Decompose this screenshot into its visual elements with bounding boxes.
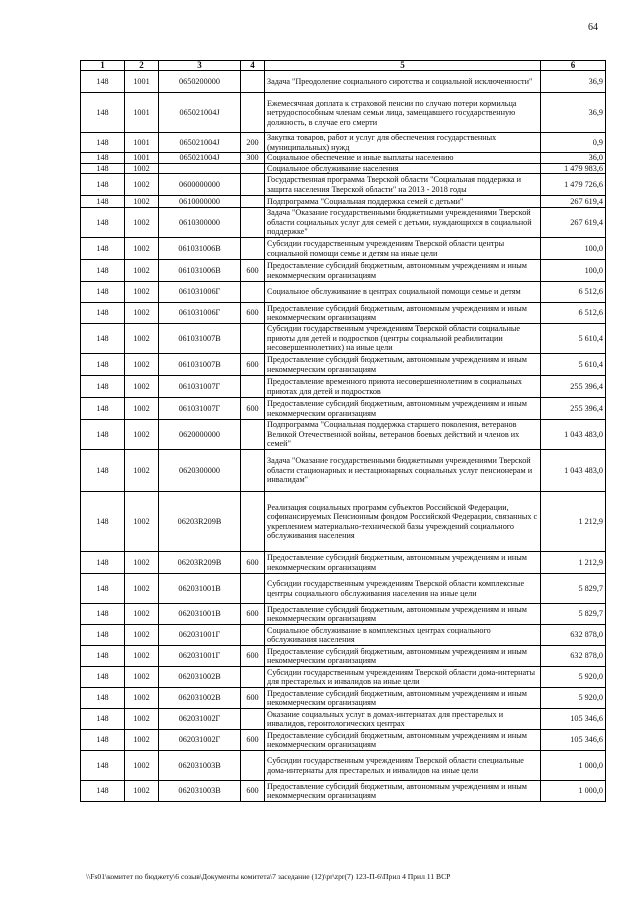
table-row bbox=[81, 709, 606, 730]
cell-amount: 255 396,4 bbox=[541, 376, 606, 398]
cell-target-article: 061031007В bbox=[159, 354, 241, 376]
cell-expense-type bbox=[241, 163, 265, 173]
cell-amount: 1 479 726,6 bbox=[541, 174, 606, 196]
cell-section: 1001 bbox=[125, 133, 159, 153]
cell-target-article: 0620000000 bbox=[159, 420, 241, 450]
cell-section: 1002 bbox=[125, 420, 159, 450]
cell-target-article: 061031006В bbox=[159, 238, 241, 260]
cell-description: Социальное обслуживание в комплексных центрах социального обслуживания населения bbox=[265, 625, 541, 646]
cell-target-article: 065021004J bbox=[159, 93, 241, 133]
cell-ministry: 148 bbox=[81, 450, 125, 492]
cell-target-article: 062031001Г bbox=[159, 646, 241, 667]
cell-target-article: 062031002В bbox=[159, 667, 241, 688]
cell-section: 1002 bbox=[125, 196, 159, 208]
cell-amount: 5 920,0 bbox=[541, 688, 606, 709]
cell-expense-type bbox=[241, 324, 265, 354]
cell-description: Задача "Оказание государственными бюджетными учреждениями Тверской области социальных услуг для семей с детьми, нуждающихся в социальной поддержке" bbox=[265, 208, 541, 238]
cell-ministry: 148 bbox=[81, 667, 125, 688]
cell-section: 1002 bbox=[125, 730, 159, 751]
header-col-2: 2 bbox=[125, 61, 159, 71]
table-row bbox=[81, 196, 606, 208]
cell-amount: 105 346,6 bbox=[541, 730, 606, 751]
cell-expense-type: 600 bbox=[241, 646, 265, 667]
cell-section: 1002 bbox=[125, 667, 159, 688]
cell-section: 1002 bbox=[125, 604, 159, 625]
table-row bbox=[81, 354, 606, 376]
cell-ministry: 148 bbox=[81, 625, 125, 646]
cell-amount: 5 610,4 bbox=[541, 324, 606, 354]
cell-amount: 1 479 983,6 bbox=[541, 163, 606, 173]
cell-description: Предоставление субсидий бюджетным, автономным учреждениям и иным некоммерческим организациям bbox=[265, 260, 541, 282]
cell-target-article: 062031001В bbox=[159, 604, 241, 625]
cell-description: Предоставление субсидий бюджетным, автономным учреждениям и иным некоммерческим организациям bbox=[265, 303, 541, 324]
cell-ministry: 148 bbox=[81, 71, 125, 93]
cell-expense-type: 600 bbox=[241, 552, 265, 574]
cell-section: 1002 bbox=[125, 260, 159, 282]
table-row bbox=[81, 604, 606, 625]
cell-ministry: 148 bbox=[81, 376, 125, 398]
cell-amount: 105 346,6 bbox=[541, 709, 606, 730]
cell-description: Предоставление субсидий бюджетным, автономным учреждениям и иным некоммерческим организациям bbox=[265, 688, 541, 709]
cell-target-article bbox=[159, 163, 241, 173]
cell-amount: 36,9 bbox=[541, 71, 606, 93]
cell-amount: 0,9 bbox=[541, 133, 606, 153]
cell-description: Предоставление субсидий бюджетным, автономным учреждениям и иным некоммерческим организациям bbox=[265, 604, 541, 625]
cell-expense-type bbox=[241, 625, 265, 646]
cell-description: Предоставление субсидий бюджетным, автономным учреждениям и иным некоммерческим организациям bbox=[265, 646, 541, 667]
table-row bbox=[81, 260, 606, 282]
table-row bbox=[81, 667, 606, 688]
cell-section: 1002 bbox=[125, 646, 159, 667]
cell-ministry: 148 bbox=[81, 93, 125, 133]
cell-description: Субсидии государственным учреждениям Тверской области центры социальной помощи семье и детям на иные цели bbox=[265, 238, 541, 260]
table-row bbox=[81, 552, 606, 574]
cell-description: Подпрограмма "Социальная поддержка семей с детьми" bbox=[265, 196, 541, 208]
table-row bbox=[81, 688, 606, 709]
cell-target-article: 062031002Г bbox=[159, 709, 241, 730]
cell-amount: 632 878,0 bbox=[541, 625, 606, 646]
cell-amount: 5 829,7 bbox=[541, 604, 606, 625]
cell-section: 1002 bbox=[125, 492, 159, 552]
table-row bbox=[81, 492, 606, 552]
cell-section: 1001 bbox=[125, 153, 159, 163]
cell-description: Государственная программа Тверской области "Социальная поддержка и защита населения Тверской области" на 2013 - 2018 годы bbox=[265, 174, 541, 196]
cell-expense-type: 600 bbox=[241, 354, 265, 376]
cell-description: Социальное обслуживание в центрах социальной помощи семье и детям bbox=[265, 282, 541, 303]
cell-ministry: 148 bbox=[81, 324, 125, 354]
cell-section: 1002 bbox=[125, 163, 159, 173]
cell-ministry: 148 bbox=[81, 260, 125, 282]
table-row bbox=[81, 238, 606, 260]
table-row bbox=[81, 153, 606, 163]
header-col-3: 3 bbox=[159, 61, 241, 71]
cell-target-article: 061031006Г bbox=[159, 282, 241, 303]
cell-description: Предоставление субсидий бюджетным, автономным учреждениям и иным некоммерческим организациям bbox=[265, 398, 541, 420]
cell-amount: 255 396,4 bbox=[541, 398, 606, 420]
cell-description: Оказание социальных услуг в домах-интернатах для престарелых и инвалидов, геронтологических центрах bbox=[265, 709, 541, 730]
cell-amount: 5 829,7 bbox=[541, 574, 606, 604]
table-row bbox=[81, 730, 606, 751]
cell-amount: 1 043 483,0 bbox=[541, 450, 606, 492]
cell-target-article: 061031007В bbox=[159, 324, 241, 354]
table-row bbox=[81, 208, 606, 238]
cell-section: 1001 bbox=[125, 93, 159, 133]
table-row bbox=[81, 646, 606, 667]
cell-amount: 1 212,9 bbox=[541, 492, 606, 552]
cell-amount: 6 512,6 bbox=[541, 303, 606, 324]
cell-description: Задача "Преодоление социального сиротства и социальной исключенности" bbox=[265, 71, 541, 93]
cell-description: Субсидии государственным учреждениям Тверской области социальные приюты для детей и подростков (центры социальной реабилитации несовершеннолетних) на иные цели bbox=[265, 324, 541, 354]
cell-target-article: 0650200000 bbox=[159, 71, 241, 93]
table-row bbox=[81, 174, 606, 196]
cell-description: Закупка товаров, работ и услуг для обеспечения государственных (муниципальных) нужд bbox=[265, 133, 541, 153]
cell-ministry: 148 bbox=[81, 398, 125, 420]
cell-expense-type bbox=[241, 667, 265, 688]
table-row bbox=[81, 376, 606, 398]
cell-section: 1002 bbox=[125, 303, 159, 324]
cell-description: Предоставление субсидий бюджетным, автономным учреждениям и иным некоммерческим организациям bbox=[265, 354, 541, 376]
cell-expense-type bbox=[241, 376, 265, 398]
table-row bbox=[81, 625, 606, 646]
cell-description: Реализация социальных программ субъектов Российской Федерации, софинансируемых Пенсионным фондом Российской Федерации, связанных с укреплением материально-технической базы учреждений социального обслуживания населения bbox=[265, 492, 541, 552]
budget-table bbox=[80, 60, 606, 802]
table-row bbox=[81, 133, 606, 153]
cell-expense-type bbox=[241, 196, 265, 208]
cell-section: 1002 bbox=[125, 552, 159, 574]
cell-target-article: 061031007Г bbox=[159, 376, 241, 398]
cell-expense-type bbox=[241, 238, 265, 260]
cell-amount: 5 610,4 bbox=[541, 354, 606, 376]
table-row bbox=[81, 282, 606, 303]
cell-target-article: 062031001Г bbox=[159, 625, 241, 646]
cell-target-article: 061031006Г bbox=[159, 303, 241, 324]
cell-ministry: 148 bbox=[81, 604, 125, 625]
cell-target-article: 062031002Г bbox=[159, 730, 241, 751]
cell-ministry: 148 bbox=[81, 196, 125, 208]
cell-expense-type bbox=[241, 574, 265, 604]
cell-amount: 100,0 bbox=[541, 260, 606, 282]
cell-section: 1002 bbox=[125, 398, 159, 420]
cell-expense-type bbox=[241, 492, 265, 552]
cell-ministry: 148 bbox=[81, 282, 125, 303]
cell-section: 1002 bbox=[125, 238, 159, 260]
page-number: 64 bbox=[588, 22, 598, 33]
table-row bbox=[81, 420, 606, 450]
cell-expense-type bbox=[241, 709, 265, 730]
cell-ministry: 148 bbox=[81, 174, 125, 196]
cell-target-article: 061031007Г bbox=[159, 398, 241, 420]
cell-amount: 100,0 bbox=[541, 238, 606, 260]
cell-target-article: 062031003В bbox=[159, 751, 241, 781]
cell-section: 1002 bbox=[125, 324, 159, 354]
cell-description: Субсидии государственным учреждениям Тверской области дома-интернаты для престарелых и инвалидов на иные цели bbox=[265, 667, 541, 688]
cell-target-article: 0600000000 bbox=[159, 174, 241, 196]
cell-target-article: 06203R209В bbox=[159, 492, 241, 552]
cell-section: 1002 bbox=[125, 376, 159, 398]
cell-target-article: 06203R209В bbox=[159, 552, 241, 574]
cell-section: 1002 bbox=[125, 174, 159, 196]
cell-ministry: 148 bbox=[81, 646, 125, 667]
table-row bbox=[81, 93, 606, 133]
cell-description: Ежемесячная доплата к страховой пенсии по случаю потери кормильца нетрудоспособным членам семьи лица, замещавшего государственную должность, в случае его смерти bbox=[265, 93, 541, 133]
cell-description: Подпрограмма "Социальная поддержка старшего поколения, ветеранов Великой Отечественной войны, ветеранов боевых действий и членов их семей" bbox=[265, 420, 541, 450]
cell-ministry: 148 bbox=[81, 208, 125, 238]
cell-target-article: 0610300000 bbox=[159, 208, 241, 238]
cell-section: 1002 bbox=[125, 208, 159, 238]
table-row bbox=[81, 303, 606, 324]
cell-amount: 1 000,0 bbox=[541, 781, 606, 802]
table-header-row bbox=[81, 61, 606, 71]
cell-target-article: 062031003В bbox=[159, 781, 241, 802]
cell-target-article: 062031002В bbox=[159, 688, 241, 709]
cell-expense-type bbox=[241, 751, 265, 781]
cell-description: Субсидии государственным учреждениям Тверской области комплексные центры социального обслуживания населения на иные цели bbox=[265, 574, 541, 604]
cell-expense-type: 600 bbox=[241, 260, 265, 282]
table-row bbox=[81, 398, 606, 420]
cell-ministry: 148 bbox=[81, 133, 125, 153]
table-row bbox=[81, 163, 606, 173]
cell-amount: 36,9 bbox=[541, 93, 606, 133]
table-row bbox=[81, 781, 606, 802]
cell-amount: 1 212,9 bbox=[541, 552, 606, 574]
table-row bbox=[81, 324, 606, 354]
cell-target-article: 0610000000 bbox=[159, 196, 241, 208]
header-col-1: 1 bbox=[81, 61, 125, 71]
cell-description: Социальное обеспечение и иные выплаты населению bbox=[265, 153, 541, 163]
cell-section: 1002 bbox=[125, 574, 159, 604]
cell-expense-type bbox=[241, 420, 265, 450]
cell-section: 1002 bbox=[125, 282, 159, 303]
cell-target-article: 062031001В bbox=[159, 574, 241, 604]
cell-amount: 6 512,6 bbox=[541, 282, 606, 303]
cell-amount: 36,0 bbox=[541, 153, 606, 163]
cell-section: 1002 bbox=[125, 625, 159, 646]
cell-section: 1002 bbox=[125, 688, 159, 709]
cell-section: 1002 bbox=[125, 781, 159, 802]
cell-expense-type bbox=[241, 450, 265, 492]
cell-ministry: 148 bbox=[81, 552, 125, 574]
cell-description: Предоставление субсидий бюджетным, автономным учреждениям и иным некоммерческим организациям bbox=[265, 730, 541, 751]
cell-ministry: 148 bbox=[81, 354, 125, 376]
cell-description: Субсидии государственным учреждениям Тверской области специальные дома-интернаты для престарелых и инвалидов на иные цели bbox=[265, 751, 541, 781]
cell-expense-type bbox=[241, 208, 265, 238]
cell-ministry: 148 bbox=[81, 688, 125, 709]
header-col-4: 4 bbox=[241, 61, 265, 71]
cell-target-article: 065021004J bbox=[159, 133, 241, 153]
cell-expense-type bbox=[241, 93, 265, 133]
cell-ministry: 148 bbox=[81, 153, 125, 163]
cell-description: Предоставление временного приюта несовершеннолетним в социальных приютах для детей и подростков bbox=[265, 376, 541, 398]
cell-ministry: 148 bbox=[81, 574, 125, 604]
cell-amount: 267 619,4 bbox=[541, 196, 606, 208]
table-row bbox=[81, 751, 606, 781]
cell-amount: 632 878,0 bbox=[541, 646, 606, 667]
cell-expense-type: 600 bbox=[241, 398, 265, 420]
table-row bbox=[81, 574, 606, 604]
header-col-6: 6 bbox=[541, 61, 606, 71]
cell-amount: 1 000,0 bbox=[541, 751, 606, 781]
cell-section: 1002 bbox=[125, 354, 159, 376]
cell-amount: 1 043 483,0 bbox=[541, 420, 606, 450]
cell-expense-type: 300 bbox=[241, 153, 265, 163]
cell-expense-type: 600 bbox=[241, 303, 265, 324]
cell-description: Предоставление субсидий бюджетным, автономным учреждениям и иным некоммерческим организациям bbox=[265, 552, 541, 574]
cell-expense-type bbox=[241, 71, 265, 93]
cell-description: Задача "Оказание государственными бюджетными учреждениями Тверской области стационарных и нестационарных социальных услуг пенсионерам и инвалидам" bbox=[265, 450, 541, 492]
cell-expense-type: 600 bbox=[241, 604, 265, 625]
cell-ministry: 148 bbox=[81, 303, 125, 324]
file-path-footer: \\Fs01\комитет по бюджету\6 созыв\Документы комитета\7 заседание (12)\pr\zpr(7) 123-П-6\Прил 4 Прил 11 ВСР bbox=[86, 872, 451, 881]
cell-section: 1002 bbox=[125, 709, 159, 730]
cell-target-article: 061031006В bbox=[159, 260, 241, 282]
cell-ministry: 148 bbox=[81, 163, 125, 173]
cell-amount: 267 619,4 bbox=[541, 208, 606, 238]
cell-target-article: 065021004J bbox=[159, 153, 241, 163]
header-col-5: 5 bbox=[265, 61, 541, 71]
cell-section: 1001 bbox=[125, 71, 159, 93]
cell-section: 1002 bbox=[125, 450, 159, 492]
table-row bbox=[81, 71, 606, 93]
cell-ministry: 148 bbox=[81, 492, 125, 552]
cell-expense-type: 200 bbox=[241, 133, 265, 153]
cell-ministry: 148 bbox=[81, 709, 125, 730]
cell-ministry: 148 bbox=[81, 238, 125, 260]
cell-target-article: 0620300000 bbox=[159, 450, 241, 492]
cell-expense-type bbox=[241, 282, 265, 303]
cell-expense-type bbox=[241, 174, 265, 196]
cell-ministry: 148 bbox=[81, 730, 125, 751]
table-row bbox=[81, 450, 606, 492]
cell-amount: 5 920,0 bbox=[541, 667, 606, 688]
cell-section: 1002 bbox=[125, 751, 159, 781]
cell-ministry: 148 bbox=[81, 420, 125, 450]
cell-ministry: 148 bbox=[81, 751, 125, 781]
cell-expense-type: 600 bbox=[241, 781, 265, 802]
cell-description: Предоставление субсидий бюджетным, автономным учреждениям и иным некоммерческим организациям bbox=[265, 781, 541, 802]
cell-ministry: 148 bbox=[81, 781, 125, 802]
cell-expense-type: 600 bbox=[241, 730, 265, 751]
cell-expense-type: 600 bbox=[241, 688, 265, 709]
cell-description: Социальное обслуживание населения bbox=[265, 163, 541, 173]
